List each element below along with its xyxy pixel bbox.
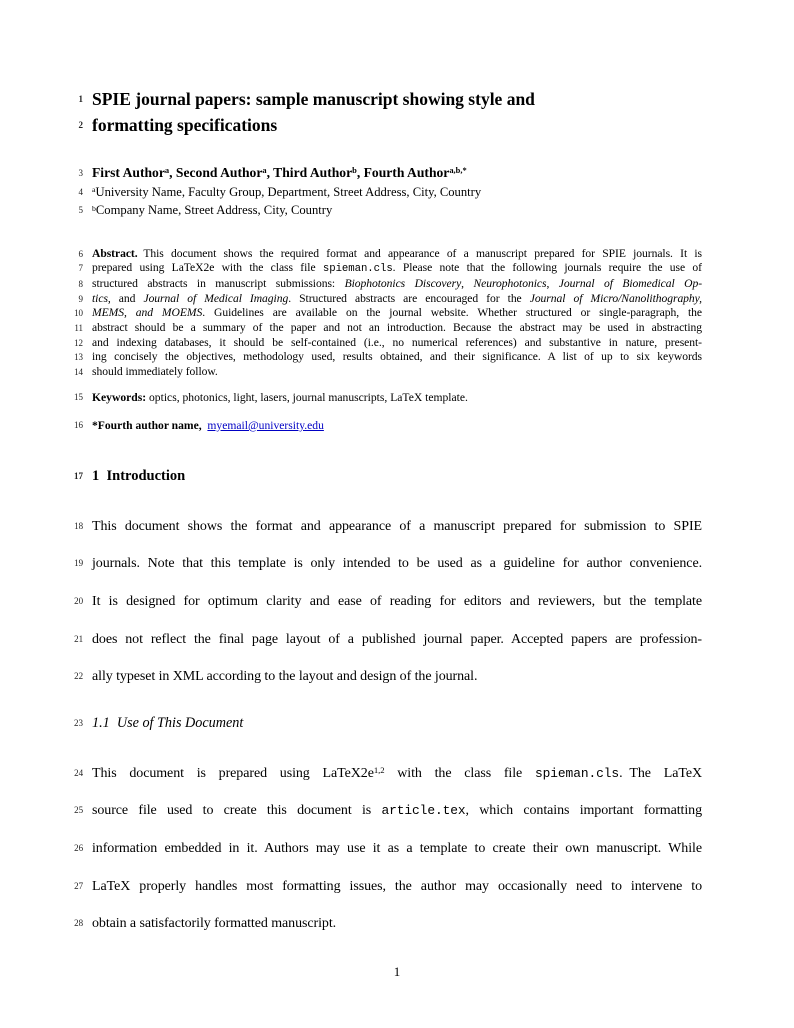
b-text: Abstract.: [92, 246, 138, 260]
i-text: Journal of Micro/Nanolithography,: [529, 291, 702, 305]
line-number: 13: [74, 352, 83, 363]
paragraph-use-of-this-document: [74, 755, 702, 943]
text: . Structured abstracts are encouraged for the: [288, 291, 530, 305]
line-content: [92, 86, 702, 112]
subsection-heading-use-of-this-document: [74, 713, 702, 733]
line-content: [92, 306, 702, 321]
i-text: Journal of Medical Imaging: [143, 291, 289, 305]
text: , which contains important formatting: [465, 803, 702, 819]
line-content: [92, 247, 702, 262]
line-number: 18: [74, 520, 83, 531]
section-heading-introduction: [74, 466, 702, 486]
text: It is designed for optimum clarity and ease of reading for editors and reviewers, but the template: [92, 594, 702, 610]
doc-line: [74, 321, 702, 336]
text: abstract should be a summary of the paper and not an introduction. Because the abstract may be used in abstracting: [92, 321, 702, 335]
b-text: ,: [266, 165, 274, 180]
line-content: [92, 792, 702, 830]
text: ,: [546, 276, 559, 290]
text: Company Name, Street Address, City, Country: [95, 203, 333, 217]
m-text: spieman.cls: [322, 263, 393, 276]
line-number: 10: [74, 308, 83, 319]
line-content: [92, 261, 702, 277]
text: and: [110, 291, 144, 305]
i-text: tics,: [92, 291, 111, 305]
line-content: [92, 390, 702, 405]
doc-line: [78, 276, 702, 292]
text: prepared using LaTeX2e with the class file: [92, 261, 323, 275]
doc-line: [74, 466, 702, 486]
b-sup-text: a,b,*: [449, 165, 467, 176]
text: This document is prepared using LaTeX2e: [92, 765, 374, 781]
b-text: ,: [169, 165, 176, 180]
line-number: 24: [74, 767, 83, 778]
doc-line: [74, 418, 702, 433]
m-text: article.tex: [381, 803, 466, 819]
line-content: [92, 350, 702, 365]
doc-line: [74, 508, 702, 546]
b-text: Second Author: [175, 165, 263, 180]
line-number: 15: [74, 391, 83, 402]
text: structured abstracts in manuscript submissions:: [92, 276, 345, 290]
line-number: 27: [74, 880, 83, 891]
doc-line: [74, 621, 702, 659]
line-content: [92, 277, 702, 292]
text: source file used to create this document is: [92, 803, 382, 819]
paper-title: [78, 86, 702, 138]
b-text: Third Author: [273, 165, 353, 180]
text: SPIE journal papers: sample manuscript showing style and: [92, 89, 535, 109]
doc-line: [78, 86, 702, 112]
line-number: 1: [78, 94, 83, 104]
line-content: [92, 905, 702, 943]
line-content: [92, 336, 702, 351]
abstract: [74, 246, 702, 380]
doc-line: [78, 164, 702, 183]
doc-line: [74, 755, 702, 793]
b-text: Fourth Author: [363, 165, 450, 180]
sup-text: b: [92, 203, 96, 213]
text: should immediately follow.: [92, 365, 218, 379]
line-content: [92, 201, 702, 220]
doc-line: [74, 350, 702, 365]
doc-line: [78, 291, 702, 307]
line-content: [92, 545, 702, 583]
i-text: Journal of Biomedical Op-: [558, 276, 702, 290]
b-text: First Author: [92, 165, 165, 180]
line-content: [92, 164, 702, 183]
line-content: [92, 621, 702, 659]
doc-line: [74, 390, 702, 405]
line-content: [92, 713, 702, 733]
keywords: [74, 390, 702, 405]
line-content: [92, 321, 702, 336]
doc-line: [74, 830, 702, 868]
text: This document shows the required format and appearance of a manuscript prepared for SPIE journals. It is: [137, 246, 702, 260]
b-sup-text: b: [352, 165, 357, 176]
b-text: *Fourth author name,: [92, 418, 208, 432]
text: does not reflect the final page layout of a published journal paper. Accepted papers are profession-: [92, 631, 702, 647]
text: LaTeX properly handles most formatting issues, the author may occasionally need to intervene to: [92, 878, 702, 894]
sup-text: 1,2: [373, 764, 385, 775]
line-number: 9: [78, 293, 83, 304]
line-number: 2: [78, 120, 83, 130]
text: journals. Note that this template is only intended to be used as a guideline for author convenience.: [92, 556, 702, 572]
text: optics, photonics, light, lasers, journal manuscripts, LaTeX template.: [146, 390, 468, 404]
line-content: [92, 418, 702, 433]
line-number: 14: [74, 367, 83, 378]
i-text: Neurophotonics: [473, 276, 547, 290]
doc-line: [78, 183, 702, 202]
i-text: Biophotonics Discovery: [344, 276, 462, 290]
doc-line: [74, 306, 702, 321]
paragraph-introduction: [74, 508, 702, 696]
b-text: Keywords:: [92, 390, 147, 404]
text: formatting specifications: [92, 115, 278, 135]
line-number: 8: [78, 278, 83, 289]
line-number: 26: [74, 842, 83, 853]
doc-line: [74, 365, 702, 380]
line-number: 21: [74, 633, 83, 644]
doc-line: [74, 868, 702, 906]
line-number: 12: [74, 337, 83, 348]
line-number: 11: [74, 323, 83, 334]
text: . Please note that the following journals require the use of: [392, 261, 702, 275]
text: with the class file: [384, 765, 535, 781]
text: ing concisely the objectives, methodology used, results obtained, and their significance. A list of up to six keywords: [92, 350, 702, 364]
doc-line: [74, 713, 702, 733]
line-content: [92, 183, 702, 202]
doc-line: [74, 335, 702, 351]
line-number: 6: [78, 248, 83, 259]
text: ,: [461, 276, 474, 290]
line-number: 3: [78, 168, 83, 178]
corresponding-author: [74, 418, 702, 433]
line-content: [92, 365, 702, 380]
i-text: 1.1 Use of This Document: [92, 714, 244, 731]
m-text: spieman.cls: [534, 765, 620, 781]
doc-line: [74, 545, 702, 583]
page-number: 1: [393, 964, 401, 979]
text: University Name, Faculty Group, Department, Street Address, City, Country: [95, 184, 482, 199]
doc-line: [74, 792, 702, 830]
doc-line: [78, 246, 702, 262]
line-number: 22: [74, 671, 83, 682]
line-content: [92, 466, 702, 486]
text: ally typeset in XML according to the layout and design of the journal.: [92, 669, 478, 685]
line-number: 17: [74, 470, 83, 481]
line-content: [92, 658, 702, 696]
line-number: 19: [74, 558, 83, 569]
author-list: [78, 164, 702, 220]
line-content: [92, 755, 702, 793]
line-number: 28: [74, 918, 83, 929]
line-content: [92, 112, 702, 138]
line-content: [92, 868, 702, 906]
text: obtain a satisfactorily formatted manuscript.: [92, 916, 337, 932]
b-sup-text: a: [164, 165, 170, 176]
line-number: 5: [78, 205, 83, 215]
line-number: 7: [78, 263, 83, 274]
text: information embedded in it. Authors may use it as a template to create their own manuscript. While: [92, 840, 702, 856]
line-number: 16: [74, 419, 83, 430]
sup-text: a: [92, 185, 96, 194]
text: . The LaTeX: [619, 765, 702, 781]
doc-line: [78, 112, 702, 138]
line-number: 4: [78, 186, 83, 197]
b-sup-text: a: [262, 165, 267, 176]
text: 1 Introduction: [92, 467, 186, 484]
email-link[interactable]: myemail@university.edu: [207, 418, 324, 432]
doc-line: [78, 201, 702, 220]
text: This document shows the format and appearance of a manuscript prepared for submission to SPIE: [92, 518, 702, 534]
doc-line: [74, 905, 702, 943]
doc-line: [74, 583, 702, 621]
line-number: 23: [74, 717, 83, 728]
text: . Guidelines are available on the journal website. Whether structured or single-paragraph, the: [202, 306, 702, 320]
doc-line: [78, 261, 702, 277]
line-content: [92, 508, 702, 546]
doc-line: [74, 658, 702, 696]
line-content: [92, 292, 702, 307]
b-text: ,: [356, 165, 364, 180]
line-content: [92, 830, 702, 868]
line-number: 25: [74, 805, 83, 816]
text: and indexing databases, it should be self-contained (i.e., no numerical references) and substantive in nature, present-: [92, 335, 702, 349]
line-number: 20: [74, 596, 83, 607]
i-text: MEMS, and MOEMS: [92, 306, 203, 320]
line-content: [92, 583, 702, 621]
